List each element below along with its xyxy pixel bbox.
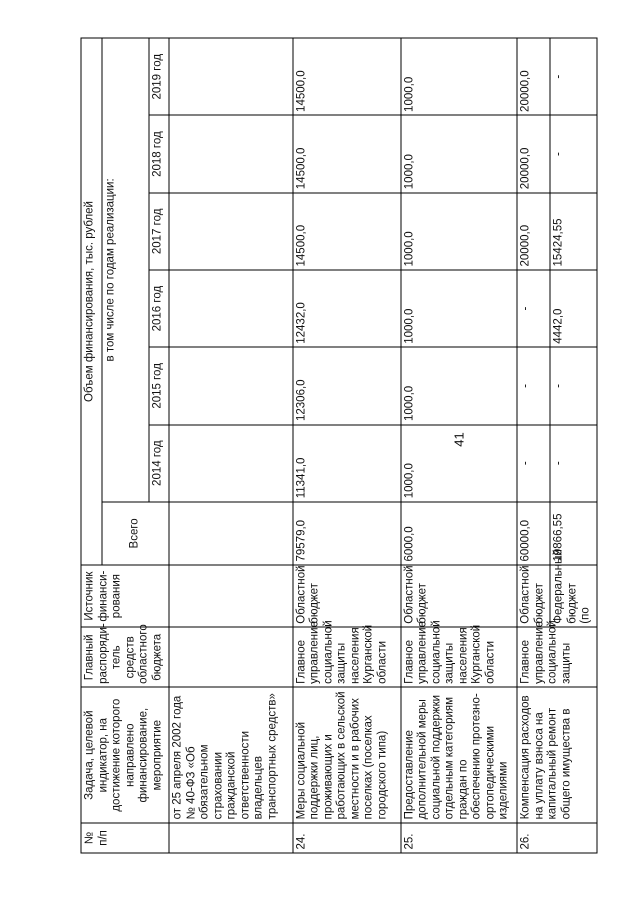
cell-num bbox=[169, 822, 292, 852]
cell-y2019 bbox=[169, 38, 292, 115]
cell-y2018: 1000,0 bbox=[400, 115, 516, 192]
cell-y2017: 14500,0 bbox=[292, 192, 400, 269]
cell-source: Федеральный бюджет (по bbox=[550, 565, 597, 627]
header-year: 2015 год bbox=[148, 347, 169, 424]
cell-y2018: 14500,0 bbox=[292, 115, 400, 192]
cell-task: Предоставление дополнительной меры социальной поддержки отдельным категориям граждан по обеспечению протезно-ортопедическими изделиями bbox=[400, 687, 516, 822]
cell-task: от 25 апреля 2002 года № 40-ФЗ «Об обязательном страховании гражданской ответственности владельцев транспортных средств» bbox=[169, 687, 292, 822]
header-year: 2016 год bbox=[148, 269, 169, 346]
cell-y2015: - bbox=[517, 347, 550, 424]
header-source: Источник финанси-рования bbox=[81, 565, 169, 627]
cell-manager bbox=[169, 627, 292, 687]
header-year: 2017 год bbox=[148, 192, 169, 269]
cell-y2019: 20000,0 bbox=[517, 38, 550, 115]
header-total: Всего bbox=[101, 501, 169, 564]
cell-y2015 bbox=[169, 347, 292, 424]
cell-y2018: 20000,0 bbox=[517, 115, 550, 192]
cell-y2016: 12432,0 bbox=[292, 269, 400, 346]
cell-source bbox=[169, 565, 292, 627]
cell-num: 24. bbox=[292, 822, 400, 852]
cell-num: 25. bbox=[400, 822, 516, 852]
cell-y2014: 11341,0 bbox=[292, 424, 400, 501]
cell-y2015: - bbox=[550, 347, 597, 424]
cell-y2017: 20000,0 bbox=[517, 192, 550, 269]
cell-manager: Главное управление социальной защиты bbox=[517, 627, 597, 687]
rotated-table-region bbox=[80, 37, 597, 853]
table-row bbox=[400, 38, 516, 853]
cell-y2014: - bbox=[550, 424, 597, 501]
header-num: № п/п bbox=[81, 822, 169, 852]
financing-table bbox=[80, 37, 597, 853]
cell-y2016: 1000,0 bbox=[400, 269, 516, 346]
header-by-years: в том числе по годам реализации: bbox=[101, 38, 148, 502]
cell-task: Меры социальной поддержки лиц, проживающих и работающих в сельской местности и в рабочих поселках (поселках городского типа) bbox=[292, 687, 400, 822]
header-year: 2018 год bbox=[148, 115, 169, 192]
table-row bbox=[517, 38, 550, 853]
cell-source: Областной бюджет bbox=[292, 565, 400, 627]
cell-y2015: 1000,0 bbox=[400, 347, 516, 424]
cell-y2019: - bbox=[550, 38, 597, 115]
header-manager: Главный распоряди-тель средств областного бюджета bbox=[81, 627, 169, 687]
cell-y2018 bbox=[169, 115, 292, 192]
table-row bbox=[169, 38, 292, 853]
cell-y2014: 1000,0 bbox=[400, 424, 516, 501]
cell-y2015: 12306,0 bbox=[292, 347, 400, 424]
table-row bbox=[292, 38, 400, 853]
header-task: Задача, целевой индикатор, на достижение которого направлено финансирование, мероприятие bbox=[81, 687, 169, 822]
cell-y2014 bbox=[169, 424, 292, 501]
cell-y2017: 1000,0 bbox=[400, 192, 516, 269]
cell-y2018: - bbox=[550, 115, 597, 192]
cell-total bbox=[169, 501, 292, 564]
header-year: 2019 год bbox=[148, 38, 169, 115]
cell-y2014: - bbox=[517, 424, 550, 501]
cell-manager: Главное управление социальной защиты населения Курганской области bbox=[292, 627, 400, 687]
table-container bbox=[80, 37, 597, 853]
cell-manager: Главное управление социальной защиты населения Курганской области bbox=[400, 627, 516, 687]
cell-total: 60000,0 bbox=[517, 501, 550, 564]
cell-total: 79579,0 bbox=[292, 501, 400, 564]
header-volume: Объем финансирования, тыс. рублей bbox=[81, 38, 102, 565]
cell-y2017: 15424,55 bbox=[550, 192, 597, 269]
cell-y2017 bbox=[169, 192, 292, 269]
cell-source: Областной бюджет bbox=[400, 565, 516, 627]
cell-source: Областной бюджет bbox=[517, 565, 550, 627]
cell-total: 6000,0 bbox=[400, 501, 516, 564]
page-number: 41 bbox=[451, 432, 467, 447]
cell-task: Компенсация расходов на уплату взноса на капитальный ремонт общего имущества в bbox=[517, 687, 597, 822]
header-year: 2014 год bbox=[148, 424, 169, 501]
cell-y2019: 1000,0 bbox=[400, 38, 516, 115]
cell-num: 26. bbox=[517, 822, 597, 852]
cell-total: 19866,55 bbox=[550, 501, 597, 564]
cell-y2016: - bbox=[517, 269, 550, 346]
cell-y2016: 4442,0 bbox=[550, 269, 597, 346]
cell-y2016 bbox=[169, 269, 292, 346]
cell-y2019: 14500,0 bbox=[292, 38, 400, 115]
